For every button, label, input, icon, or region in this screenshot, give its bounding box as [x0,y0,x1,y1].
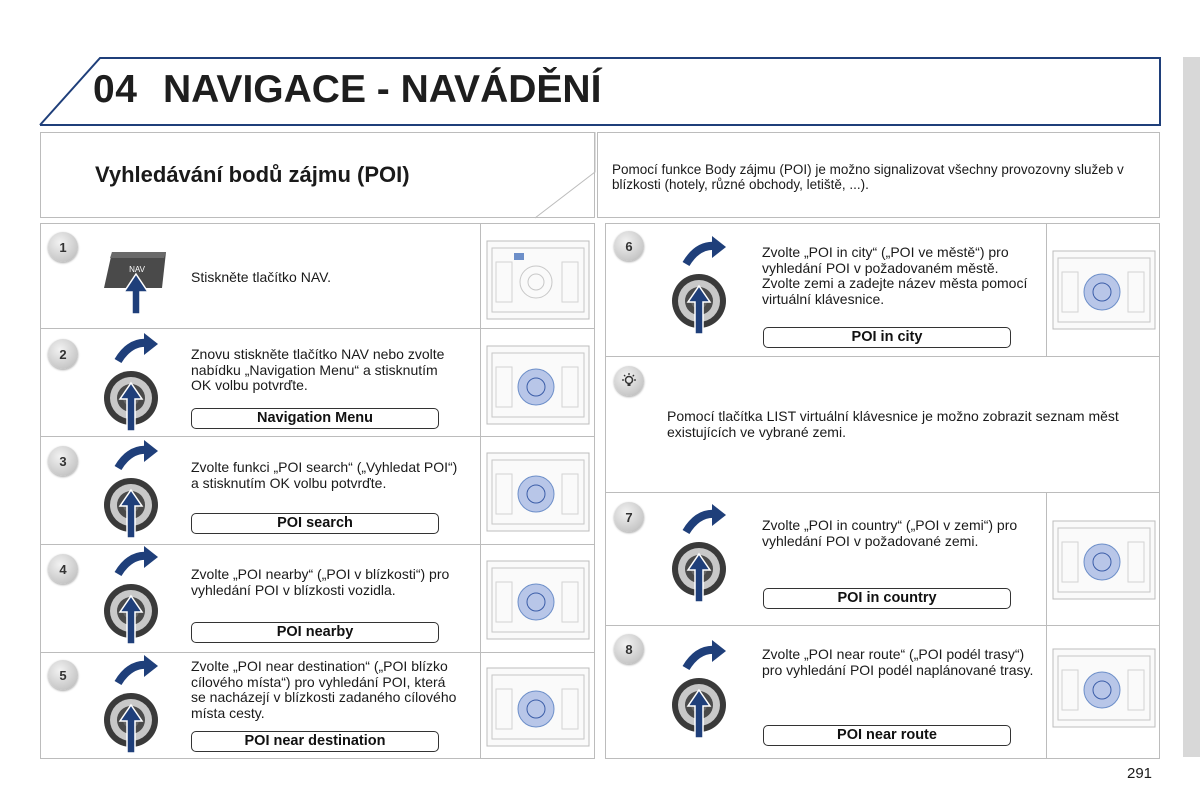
page-title: NAVIGACE - NAVÁDĚNÍ [163,68,602,111]
radio-unit-image [486,452,590,532]
radio-unit-image [1052,250,1156,330]
step-badge-4: 4 [48,554,78,584]
step-3-text: Zvolte funkci „POI search“ („Vyhledat POI“) a stisknutím OK volbu potvrďte. [191,459,458,491]
menu-poi-nearby[interactable]: POI nearby [191,622,439,643]
chapter-number: 04 [93,68,138,111]
step-5-text: Zvolte „POI near destination“ („POI blízko cílového místa“) pro vyhledání POI, která se nacházejí v blízkosti zadaného cílového místa cesty. [191,658,457,721]
knob-press-icon [668,236,738,338]
radio-unit-image [1052,648,1156,728]
menu-poi-search[interactable]: POI search [191,513,439,534]
menu-poi-in-city[interactable]: POI in city [763,327,1011,348]
step-badge-5: 5 [48,660,78,690]
menu-poi-near-destination[interactable]: POI near destination [191,731,439,752]
radio-unit-image [486,345,590,425]
row-divider [605,492,1160,493]
nav-key-label: NAV [129,265,145,274]
step-4-text: Zvolte „POI nearby“ („POI v blízkosti“) pro vyhledání POI v blízkosti vozidla. [191,566,450,598]
radio-unit-image [1052,520,1156,600]
radio-unit-image [486,667,590,747]
tip-text: Pomocí tlačítka LIST virtuální klávesnice je možno zobrazit seznam měst existujících ve vybrané zemi. [667,408,1119,440]
intro-description: Pomocí funkce Body zájmu (POI) je možno signalizovat všechny provozovny služeb v blízkosti (hotely, různé obchody, letiště, ...). [612,162,1124,192]
knob-press-icon [100,546,170,648]
step-badge-1: 1 [48,232,78,262]
column-divider [1046,223,1047,356]
menu-poi-in-country[interactable]: POI in country [763,588,1011,609]
step-1-text: Stiskněte tlačítko NAV. [191,269,332,285]
step-badge-8: 8 [614,634,644,664]
column-divider [480,223,481,759]
row-divider [605,356,1160,357]
step-badge-7: 7 [614,502,644,532]
column-divider [1046,492,1047,759]
knob-press-icon [100,655,170,757]
sidebar-tab [1183,57,1200,757]
section-title: Vyhledávání bodů zájmu (POI) [95,162,410,187]
radio-unit-image [486,240,590,320]
intro-notch [535,132,597,220]
radio-unit-image [486,560,590,640]
knob-press-icon [100,440,170,542]
row-divider [40,328,595,329]
menu-poi-near-route[interactable]: POI near route [763,725,1011,746]
knob-press-icon [100,333,170,435]
step-7-text: Zvolte „POI in country“ („POI v zemi“) pro vyhledání POI v požadované zemi. [762,517,1018,549]
step-badge-2: 2 [48,339,78,369]
page-number: 291 [1127,765,1153,782]
row-divider [40,436,595,437]
row-divider [40,652,595,653]
row-divider [605,625,1160,626]
tip-badge [614,366,644,396]
step-8-text: Zvolte „POI near route“ („POI podél trasy“) pro vyhledání POI podél naplánované trasy. [762,646,1034,678]
lightbulb-icon [620,372,638,390]
menu-navigation-menu[interactable]: Navigation Menu [191,408,439,429]
step-6-text: Zvolte „POI in city“ („POI ve městě“) pro vyhledání POI v požadovaném městě. Zvolte zemi a zadejte název města pomocí virtuální klávesnice. [762,244,1028,307]
step-2-text: Znovu stiskněte tlačítko NAV nebo zvolte nabídku „Navigation Menu“ a stisknutím OK volbu potvrďte. [191,346,445,393]
step-badge-3: 3 [48,446,78,476]
knob-press-icon [668,504,738,606]
nav-key-icon [100,248,170,316]
knob-press-icon [668,640,738,742]
step-badge-6: 6 [614,231,644,261]
row-divider [40,544,595,545]
